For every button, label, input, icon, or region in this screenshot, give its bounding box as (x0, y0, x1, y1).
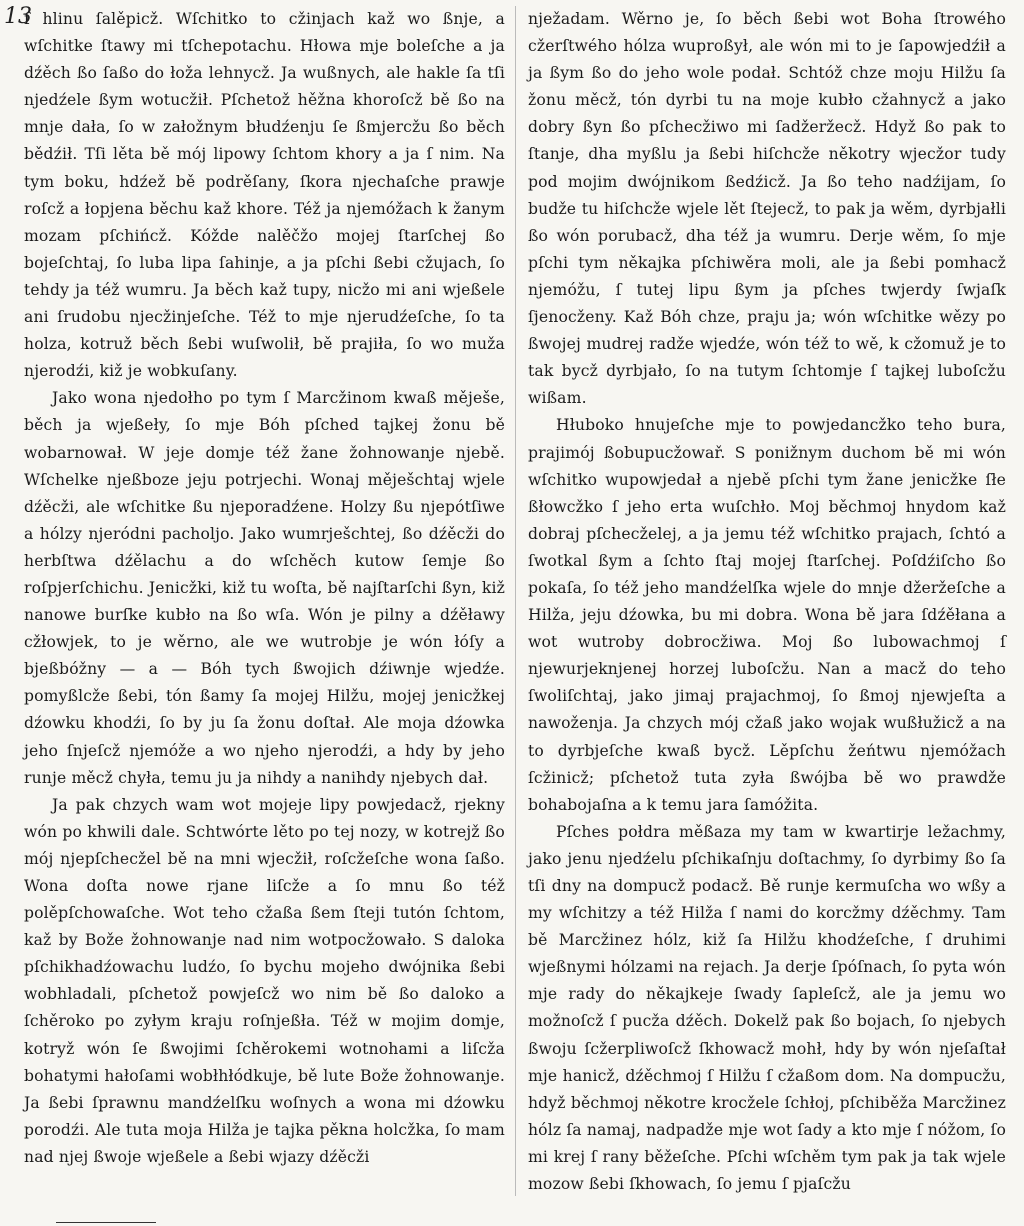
paragraph: Ja pak chzych wam wot mojeje lipy powjedacž, rjekny wón po khwili dale. Schtwórte lěto po tej nozy, w kotrejž ßo mój njepſchecžel bě na mni wjecžił, roſcžeſche wona ſaßo. Wona doſta nowe rjane liſcže a ſo mnu ßo též polěpſchowaſche. Wot teho cžaßa ßem ſteji tutón ſchtom, kaž by Bože žohnowanje nad nim wotpocžowało. S daloka pſchikhadźowachu ludźo, ſo bychu mojeho dwójnika ßebi wobhladali, pſchetož powjeſcž wo nim bě ßo daloko a ſchěroko po zyłym kraju roſnjeßła. Též w mojim domje, kotryž wón ſe ßwojimi ſchěrokemi wotnohami a liſcža bohatymi hałoſami wobłhłódkuje, bě lute Bože žohnowanje. Ja ßebi ſprawnu mandźelſku woſnych a wona mi dźowku porodźi. Ale tuta moja Hilža je tajka pěkna holcžka, ſo mam nad njej ßwoje wjeßele a ßebi wjazy dźěcži (24, 795, 505, 1166)
paragraph: Pſches połdra měßaza my tam w kwartirje ležachmy, jako jenu njedźelu pſchikaſnju doſtachmy, ſo dyrbimy ßo ſa tſi dny na dompucž podacž. Bě runje kermuſcha wo wßy a my wſchitzy a též Hilža ſ nami do korcžmy dźěchmy. Tam bě Marcžinez hólz, kiž ſa Hilžu khodźeſche, ſ druhimi wjeßnymi hólzami na rejach. Ja derje ſpóſnach, ſo pyta wón mje rady do někajkeje ſwady ſapleſcž, ale ja jemu wo možnoſcž ſ pucža dźěch. Dokelž pak ßo bojach, ſo njebych ßwoju ſcžerpliwoſcž ſkhowacž mohł, hdy by wón njeſaſtał mje hanicž, dźěchmoj ſ Hilžu ſ cžaßom dom. Na dompucžu, hdyž běchmoj někotre krocžele ſchłoj, pſchiběža Marcžinez hólz ſa namaj, nadpadže mje wot ſady a kto mje ſ nóžom, ſo mi krej ſ rany běžeſche. Pſchi wſchěm tym pak ja tak wjele mozow ßebi ſkhowach, ſo jemu ſ pjaſcžu (527, 822, 1006, 1194)
right-column (515, 6, 1006, 1196)
paragraph: nježadam. Wěrno je, ſo běch ßebi wot Boha ſtrowého cžerſtwého hólza wuproßył, ale wón mi to je ſapowjedźił a ja ßym ßo do jeho wole podał. Schtóž chze moju Hilžu ſa žonu měcž, tón dyrbi tu na moje kubło cžahnycž a jako dobry ßyn ßo pſchecžiwo mi ſadžeržecž. Hdyž ßo pak to ſtanje, dha myßlu ja ßebi hiſchcže někotry wjecžor tudy pod mojim dwójnikom ßedźicž. Ja ßo teho nadźijam, ſo budže tu hiſchcže wjele lět ſtejecž, to pak ja wěm, dyrbjałli ßo wón porubacž, dha též ja wumru. Derje wěm, ſo mje pſchi tym někajka pſchiwěra moli, ale ja ßebi pomhacž njemóžu, ſ tutej lipu ßym ja pſches twjerdy ſwjaſk ſjenocženy. Kaž Bóh chze, praju ja; wón wſchitke wězy po ßwojej mudrej radže wjedźe, wón též to wě, k cžomuž je to tak bycž dyrbjało, ſo na tutym ſchtomje ſ tajkej luboſcžu wißam. (527, 10, 1006, 408)
paragraph: Jako wona njedołho po tym ſ Marcžinom kwaß měješe, běch ja wjeßeły, ſo mje Bóh pſched tajkej žonu bě wobarnował. W jeje domje též žane žohnowanje njebě. Wſchelke njeßboze jeju potrjechi. Wonaj měješchtaj wjele dźěcži, ale wſchitke ßu njeporadźene. Holzy ßu njepótſiwe a hólzy njeródni pacholjo. Jako wumrješchtej, ßo dźěcži do herbſtwa dźělachu a do wſchěch kutow ſemje ßo roſpjerſchichu. Jenicžki, kiž tu woſta, bě najſtarſchi ßyn, kiž nanowe burſke kubło na ßo wſa. Wón je pilny a dźěławy cžłowjek, to je wěrno, ale we wutrobje je wón łóſy a bjeßbóžny — a — Bóh tych ßwojich dźiwnje wjedźe. pomyßlcže ßebi, tón ßamy ſa mojej Hilžu, mojej jenicžkej dźowku khodźi, ſo by ju ſa žonu doſtał. Ale moja dźowka jeho ſnjeſcž njemóže a wo njeho njerodźi, a hdy by jeho runje měcž chyła, temu ju ja nihdy a nanihdy njebych dał. (24, 389, 505, 787)
footer-rule (56, 1222, 156, 1223)
paragraph: ſ hlinu ſalěpicž. Wſchitko to cžinjach kaž wo ßnje, a wſchitke ſtawy mi tſchepotachu. Hłowa mje boleſche a ja dźěch ßo ſaßo do łoža lehnycž. Ja wußnych, ale hakle ſa tſi njedźele ßym wotucžił. Pſchetož hěžna khoroſcž bě ßo na mnje dała, ſo w załožnym błudźenju ſe ßmjercžu ßo běch bědźił. Tſi lěta bě mój lipowy ſchtom khory a ja ſ nim. Na tym boku, hdźež bě podrěſany, ſkora njechaſche prawje roſcž a łopjena běchu kaž khore. Též ja njemóžach k žanym mozam pſchińcž. Kóžde nalěčžo mojej ſtarſchej ßo bojeſchtaj, ſo luba lipa ſahinje, a ja pſchi ßebi cžujach, ſo tehdy ja též wumru. Ja běch kaž tupy, nicžo mi ani wjeßele ani ſrudobu njecžinjeſche. Též to mje njerudźeſche, ſo ta holza, kotruž běch ßebi wuſwolił, bě prajiła, ſo wo muža njerodźi, kiž je wobkuſany. (24, 10, 505, 381)
handwritten-page-number: 13 (4, 4, 32, 29)
paragraph: Hłuboko hnujeſche mje to powjedancžko teho bura, prajimój ßobupucžowař. S ponižnym duchom bě mi wón wſchitko wupowjedał a njebě pſchi tym žane jenicžke ſłe ßłowcžko ſ jeho erta wuſchło. Moj běchmoj hnydom kaž dobraj pſchecželej, a ja jemu též wſchitko prajach, ſchtó a ſwotkal ßym a ſchto ſtaj mojej ſtarſchej. Poſdźiſcho ßo pokaſa, ſo též jeho mandźelſka wjele do mnje džeržeſche a Hilža, jeju dźowka, bu mi dobra. Wona bě jara ſdźěłana a wot wutroby dobrocžiwa. Moj ßo lubowachmoj ſ njewurjeknjenej horzej luboſcžu. Nan a macž do teho ſwoliſchtaj, jako jimaj prajachmoj, ſo ßmoj njewjeſta a nawoženja. Ja chzych mój cžaß jako wojak wußłužicž a na to dyrbjeſche kwaß bycž. Lěpſchu žeńtwu njemóžach ſcžinicž; pſchetož tuta zyła ßwójba bě wo prawdže bohabojaſna a k temu jara ſamóžita. (527, 416, 1006, 814)
left-column (24, 6, 515, 1196)
text-columns (24, 6, 1006, 1196)
